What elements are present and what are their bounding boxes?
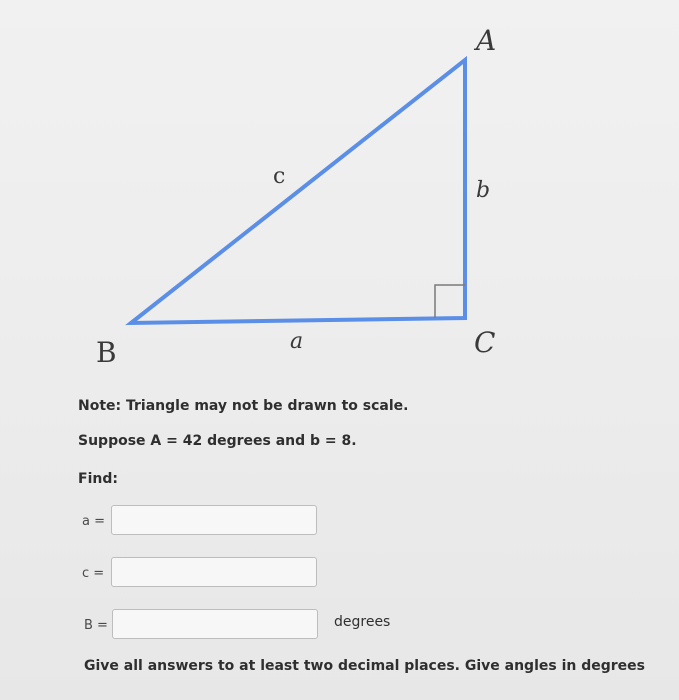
given-statement: Suppose A = 42 degrees and b = 8. bbox=[78, 433, 357, 449]
degrees-unit: degrees bbox=[334, 614, 391, 630]
answer-row-a bbox=[0, 505, 679, 541]
vertex-label-b: B bbox=[96, 336, 117, 369]
side-label-c: c bbox=[273, 164, 286, 189]
vertex-label-c: C bbox=[474, 326, 496, 359]
answer-a-label: a = bbox=[82, 514, 105, 529]
triangle-shape bbox=[131, 60, 465, 323]
answer-c-label: c = bbox=[82, 566, 105, 581]
side-label-b: b bbox=[476, 178, 491, 203]
answer-a-input[interactable] bbox=[111, 505, 317, 535]
find-heading: Find: bbox=[78, 471, 118, 487]
side-label-a: a bbox=[290, 329, 304, 354]
answer-b-angle-label: B = bbox=[84, 618, 108, 633]
answer-b-angle-input[interactable] bbox=[112, 609, 318, 639]
vertex-label-a: A bbox=[476, 24, 497, 57]
answer-row-b-angle bbox=[0, 609, 679, 645]
answer-c-input[interactable] bbox=[111, 557, 317, 587]
answer-row-c bbox=[0, 557, 679, 593]
instructions-footer: Give all answers to at least two decimal places. Give angles in degrees bbox=[84, 658, 645, 674]
right-angle-marker bbox=[435, 285, 465, 318]
scale-note: Note: Triangle may not be drawn to scale. bbox=[78, 398, 409, 414]
